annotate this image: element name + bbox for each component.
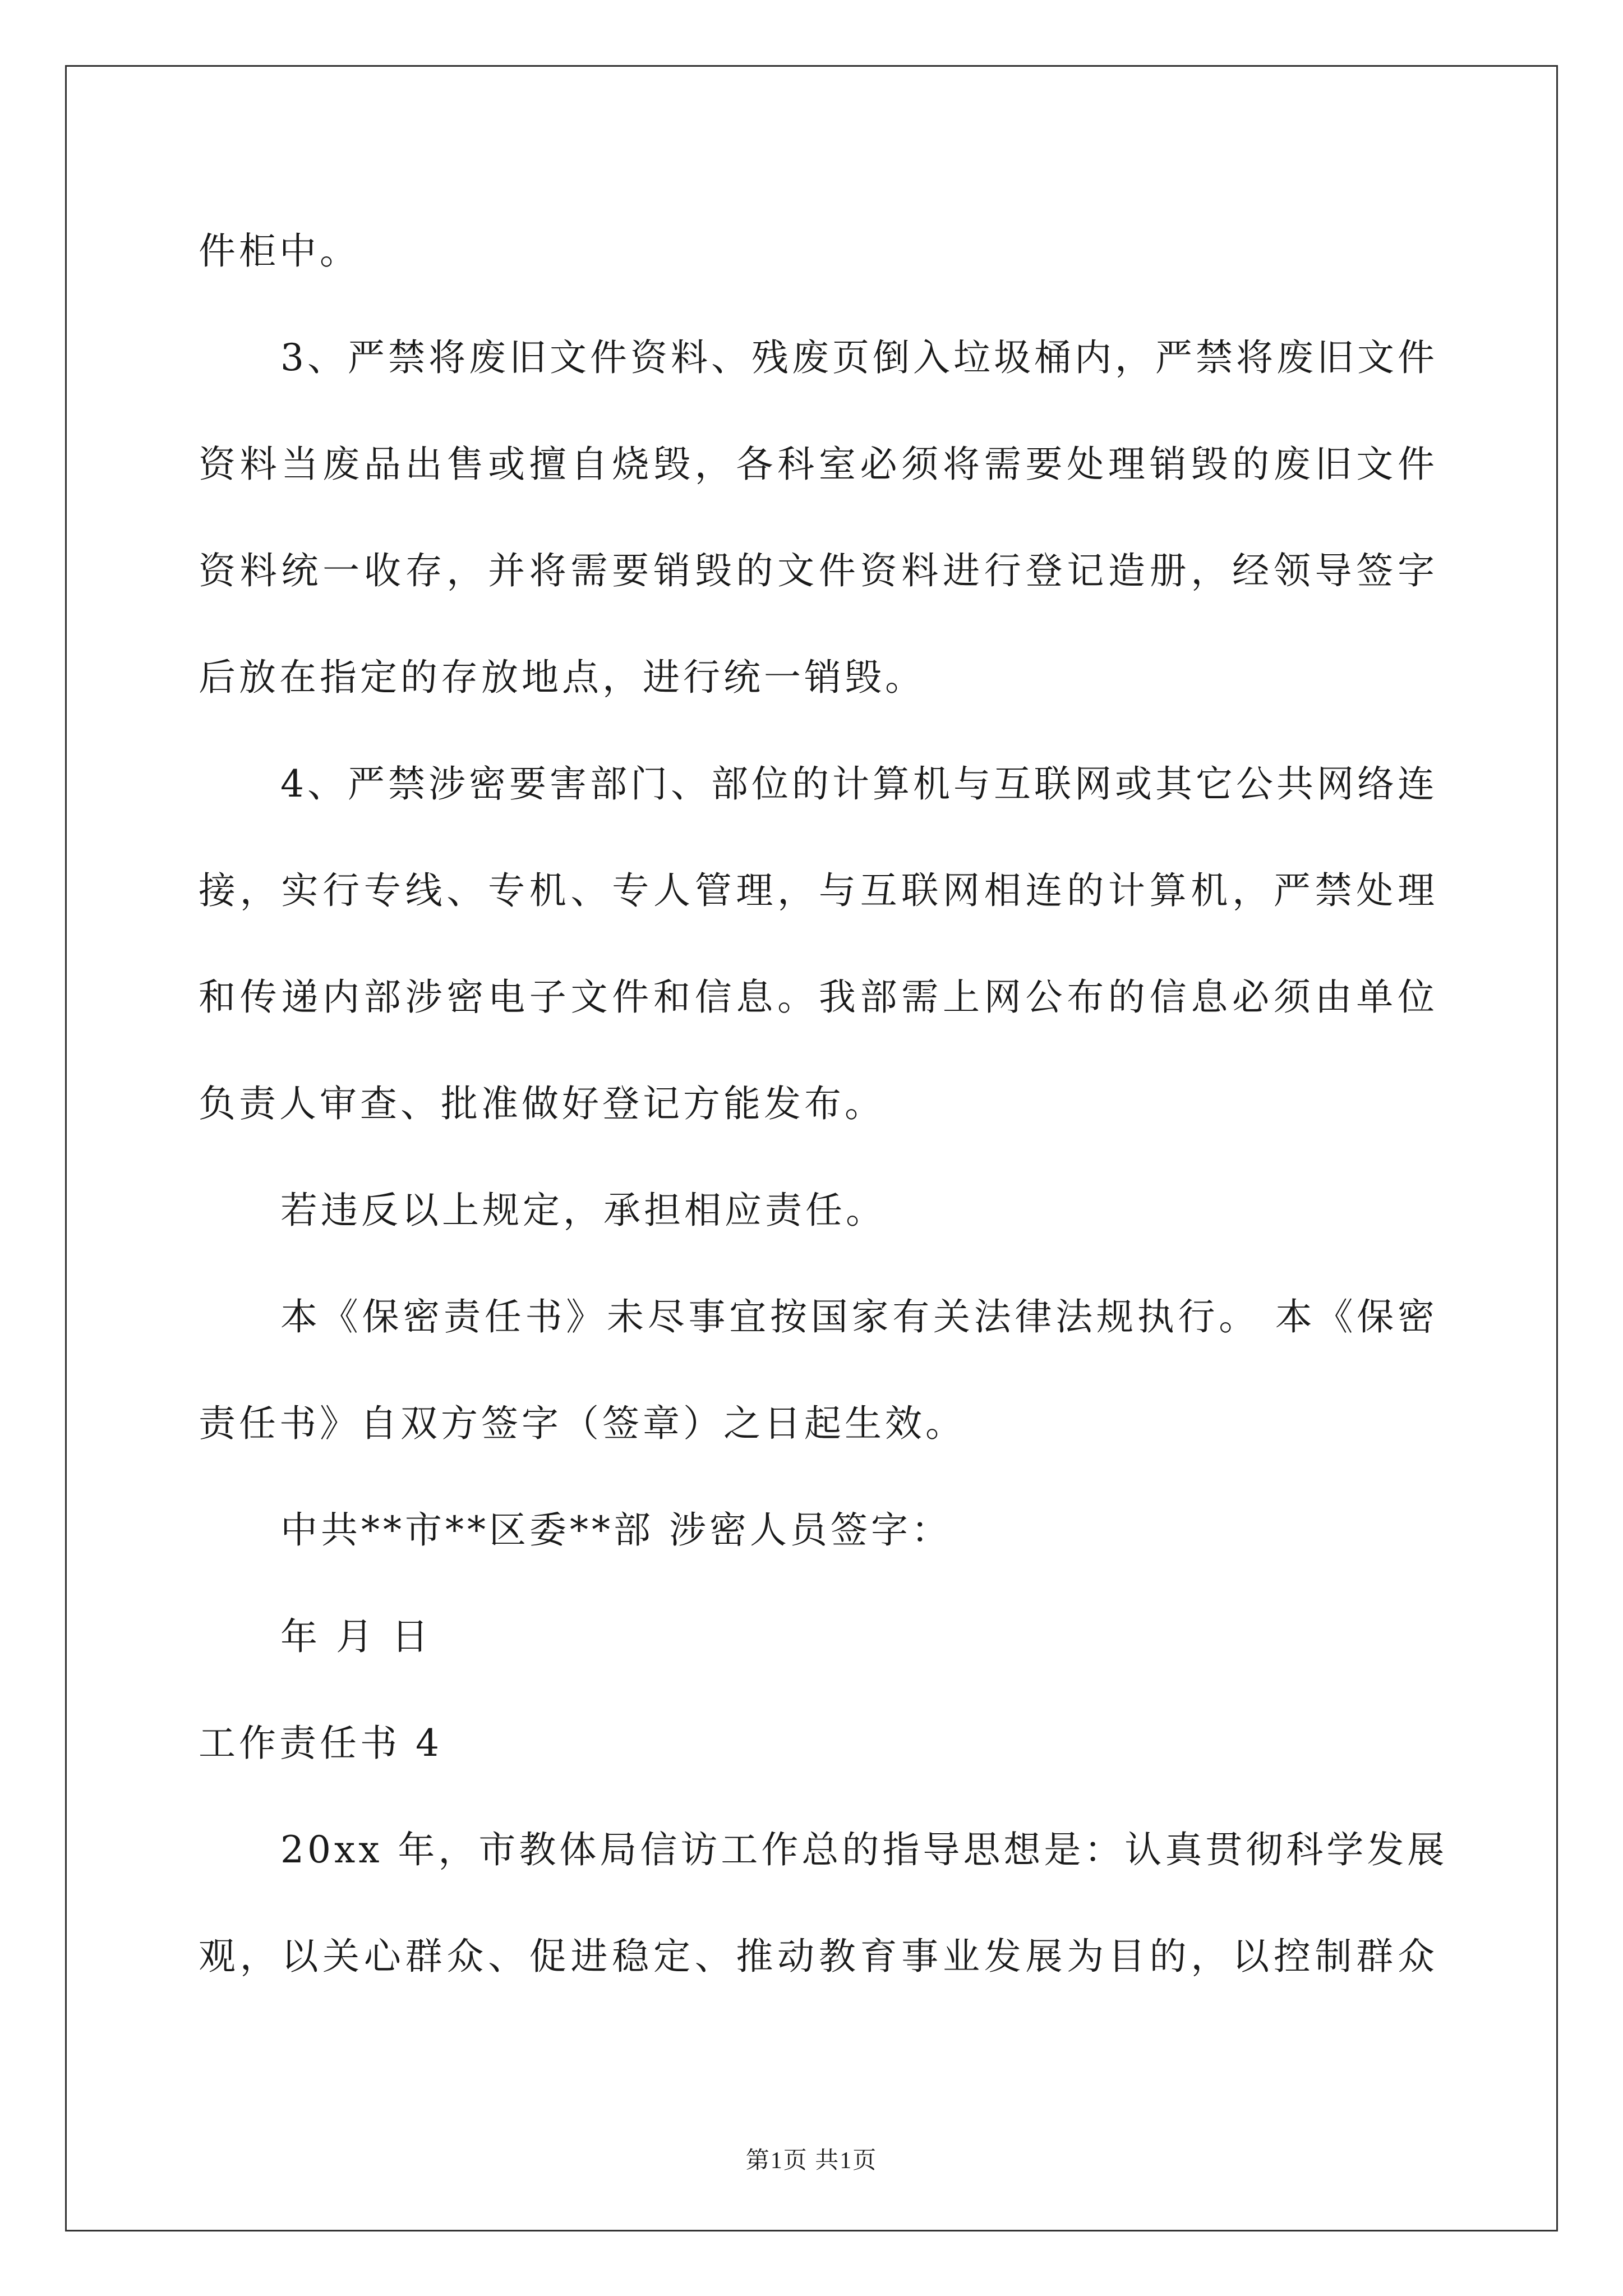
- text-line: 后放在指定的存放地点，进行统一销毁。: [199, 656, 925, 699]
- signature-line: 中共**市**区委**部 涉密人员签字：: [280, 1508, 952, 1552]
- text-line: 资料当废品出售或擅自烧毁，各科室必须将需要处理销毁的废旧文件: [199, 443, 1438, 486]
- text-line: 20xx 年，市教体局信访工作总的指导思想是：认真贯彻科学发展: [280, 1828, 1448, 1871]
- text-line: 观，以关心群众、促进稳定、推动教育事业发展为目的，以控制群众: [199, 1935, 1438, 1978]
- text-line: 责任书》自双方签字（签章）之日起生效。: [199, 1402, 966, 1445]
- text-line: 资料统一收存，并将需要销毁的文件资料进行登记造册，经领导签字: [199, 549, 1438, 592]
- date-line: 年 月 日: [280, 1615, 432, 1658]
- text-line: 4、严禁涉密要害部门、部位的计算机与互联网或其它公共网络连: [280, 762, 1438, 806]
- text-line: 件柜中。: [199, 229, 360, 273]
- text-line: 本《保密责任书》未尽事宜按国家有关法律法规执行。 本《保密: [280, 1295, 1438, 1338]
- text-line: 负责人审查、批准做好登记方能发布。: [199, 1082, 885, 1125]
- text-line: 接，实行专线、专机、专人管理，与互联网相连的计算机，严禁处理: [199, 869, 1438, 912]
- text-line: 若违反以上规定，承担相应责任。: [280, 1189, 886, 1232]
- text-line: 3、严禁将废旧文件资料、残废页倒入垃圾桶内，严禁将废旧文件: [280, 336, 1438, 379]
- page-number-footer: 第1页 共1页: [745, 2148, 878, 2174]
- text-line: 和传递内部涉密电子文件和信息。我部需上网公布的信息必须由单位: [199, 976, 1438, 1019]
- section-heading: 工作责任书 4: [199, 1722, 442, 1765]
